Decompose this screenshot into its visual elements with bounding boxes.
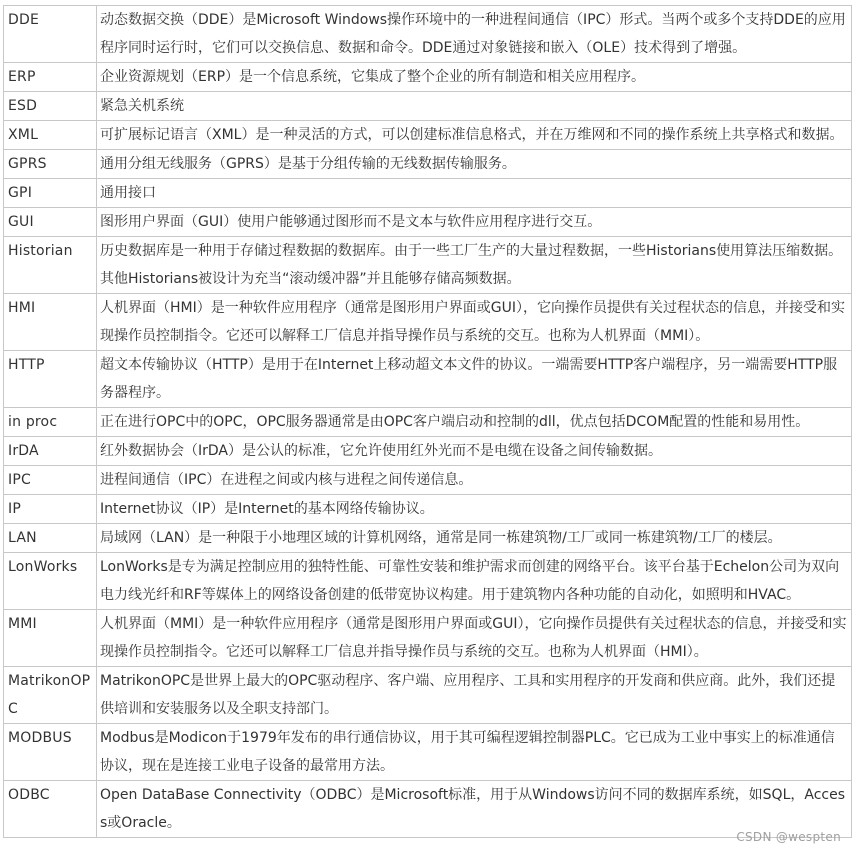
definition-cell: 超文本传输协议（HTTP）是用于在Internet上移动超文本文件的协议。一端需要HTTP客户端程序，另一端需要HTTP服务器程序。 <box>97 351 852 408</box>
table-row <box>4 610 852 667</box>
table-row <box>4 724 852 781</box>
table-row <box>4 781 852 838</box>
definition-cell: Modbus是Modicon于1979年发布的串行通信协议，用于其可编程逻辑控制器PLC。它已成为工业中事实上的标准通信协议，现在是连接工业电子设备的最常用方法。 <box>97 724 852 781</box>
definition-cell: 历史数据库是一种用于存储过程数据的数据库。由于一些工厂生产的大量过程数据，一些Historians使用算法压缩数据。其他Historians被设计为充当“滚动缓冲器”并且能够存储高频数据。 <box>97 237 852 294</box>
definition-cell: 正在进行OPC中的OPC，OPC服务器通常是由OPC客户端启动和控制的dll，优点包括DCOM配置的性能和易用性。 <box>97 408 852 437</box>
definition-cell: MatrikonOPC是世界上最大的OPC驱动程序、客户端、应用程序、工具和实用程序的开发商和供应商。此外，我们还提供培训和安装服务以及全职支持部门。 <box>97 667 852 724</box>
definition-cell: LonWorks是专为满足控制应用的独特性能、可靠性安装和维护需求而创建的网络平台。该平台基于Echelon公司为双向电力线光纤和RF等媒体上的网络设备创建的低带宽协议构建。用于建筑物内各种功能的自动化，如照明和HVAC。 <box>97 553 852 610</box>
definition-cell: 红外数据协会（IrDA）是公认的标准，它允许使用红外光而不是电缆在设备之间传输数据。 <box>97 437 852 466</box>
term-cell: IPC <box>4 466 97 495</box>
table-row <box>4 179 852 208</box>
definition-cell: 进程间通信（IPC）在进程之间或内核与进程之间传递信息。 <box>97 466 852 495</box>
table-row <box>4 294 852 351</box>
term-cell: LonWorks <box>4 553 97 610</box>
term-cell: GPI <box>4 179 97 208</box>
glossary-table-body <box>4 6 852 838</box>
definition-cell: 通用分组无线服务（GPRS）是基于分组传输的无线数据传输服务。 <box>97 150 852 179</box>
definition-cell: 可扩展标记语言（XML）是一种灵活的方式，可以创建标准信息格式，并在万维网和不同的操作系统上共享格式和数据。 <box>97 121 852 150</box>
table-row <box>4 237 852 294</box>
definition-cell: 人机界面（MMI）是一种软件应用程序（通常是图形用户界面或GUI），它向操作员提供有关过程状态的信息，并接受和实现操作员控制指令。它还可以解释工厂信息并指导操作员与系统的交互。也称为人机界面（HMI）。 <box>97 610 852 667</box>
glossary-table <box>3 5 852 838</box>
definition-cell: 人机界面（HMI）是一种软件应用程序（通常是图形用户界面或GUI），它向操作员提供有关过程状态的信息，并接受和实现操作员控制指令。它还可以解释工厂信息并指导操作员与系统的交互。也称为人机界面（MMI）。 <box>97 294 852 351</box>
watermark-label: CSDN @wespten <box>736 830 841 844</box>
definition-cell: Open DataBase Connectivity（ODBC）是Microsoft标准，用于从Windows访问不同的数据库系统，如SQL，Access或Oracle。 <box>97 781 852 838</box>
table-row <box>4 495 852 524</box>
table-row <box>4 437 852 466</box>
table-row <box>4 121 852 150</box>
term-cell: HMI <box>4 294 97 351</box>
definition-cell: 通用接口 <box>97 179 852 208</box>
term-cell: GUI <box>4 208 97 237</box>
table-row <box>4 466 852 495</box>
term-cell: ODBC <box>4 781 97 838</box>
term-cell: in proc <box>4 408 97 437</box>
term-cell: IrDA <box>4 437 97 466</box>
term-cell: GPRS <box>4 150 97 179</box>
definition-cell: 图形用户界面（GUI）使用户能够通过图形而不是文本与软件应用程序进行交互。 <box>97 208 852 237</box>
term-cell: XML <box>4 121 97 150</box>
table-row <box>4 6 852 63</box>
definition-cell: 局域网（LAN）是一种限于小地理区域的计算机网络，通常是同一栋建筑物/工厂或同一栋建筑物/工厂的楼层。 <box>97 524 852 553</box>
table-row <box>4 553 852 610</box>
term-cell: MODBUS <box>4 724 97 781</box>
term-cell: LAN <box>4 524 97 553</box>
definition-cell: 动态数据交换（DDE）是Microsoft Windows操作环境中的一种进程间通信（IPC）形式。当两个或多个支持DDE的应用程序同时运行时，它们可以交换信息、数据和命令。DDE通过对象链接和嵌入（OLE）技术得到了增强。 <box>97 6 852 63</box>
term-cell: MMI <box>4 610 97 667</box>
table-row <box>4 351 852 408</box>
term-cell: ERP <box>4 63 97 92</box>
definition-cell: 企业资源规划（ERP）是一个信息系统，它集成了整个企业的所有制造和相关应用程序。 <box>97 63 852 92</box>
term-cell: MatrikonOPC <box>4 667 97 724</box>
table-row <box>4 524 852 553</box>
term-cell: DDE <box>4 6 97 63</box>
table-row <box>4 408 852 437</box>
table-row <box>4 150 852 179</box>
definition-cell: 紧急关机系统 <box>97 92 852 121</box>
table-row <box>4 667 852 724</box>
table-row <box>4 63 852 92</box>
table-row <box>4 92 852 121</box>
term-cell: Historian <box>4 237 97 294</box>
term-cell: IP <box>4 495 97 524</box>
table-row <box>4 208 852 237</box>
term-cell: ESD <box>4 92 97 121</box>
definition-cell: Internet协议（IP）是Internet的基本网络传输协议。 <box>97 495 852 524</box>
term-cell: HTTP <box>4 351 97 408</box>
